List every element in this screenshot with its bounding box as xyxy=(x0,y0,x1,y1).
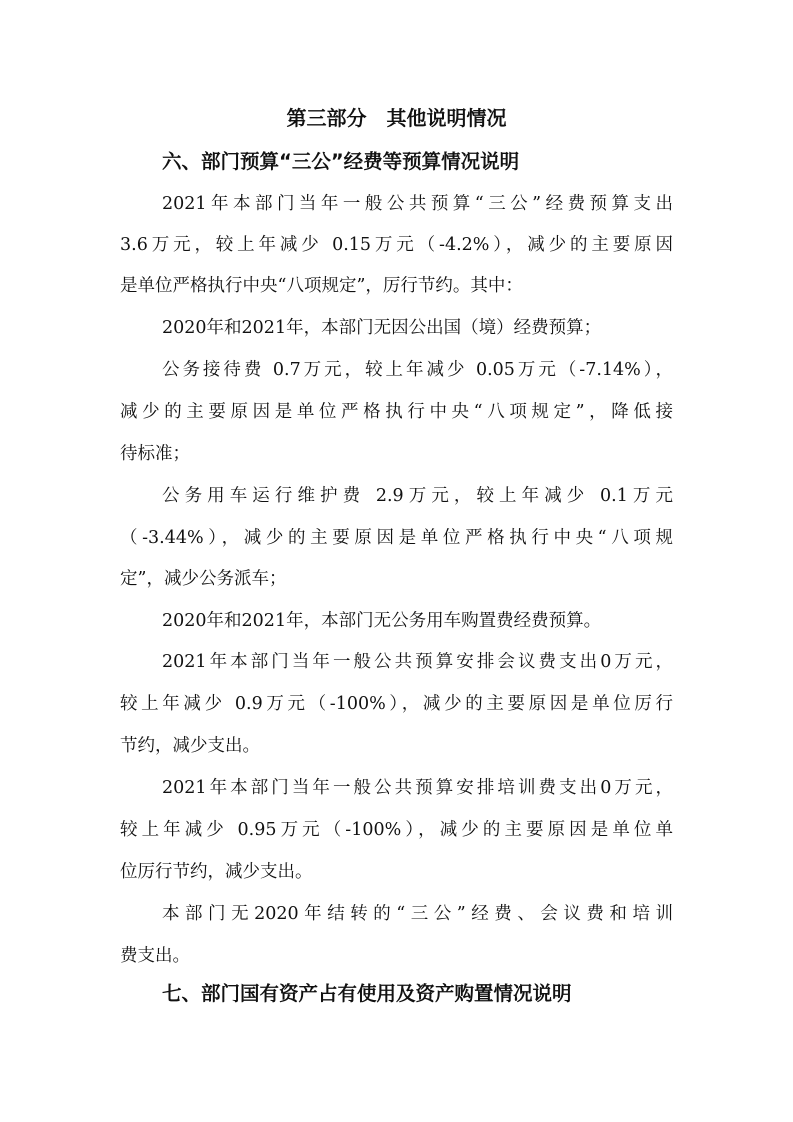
paragraph-line: （-3.44%），减少的主要原因是单位严格执行中央“八项规 xyxy=(120,528,673,548)
paragraph-line: 公务接待费 0.7万元，较上年减少 0.05万元（-7.14%）， xyxy=(162,360,673,380)
paragraph-line: 待标准； xyxy=(120,444,190,464)
paragraph-line: 2021年本部门当年一般公共预算“三公”经费预算支出 xyxy=(162,194,673,214)
paragraph-line: 节约，减少支出。 xyxy=(120,736,260,756)
paragraph-line: 减少的主要原因是单位严格执行中央“八项规定”，降低接 xyxy=(120,402,673,422)
paragraph-line: 较上年减少 0.9万元（-100%），减少的主要原因是单位厉行 xyxy=(120,694,673,714)
section-6-heading: 六、部门预算“三公”经费等预算情况说明 xyxy=(162,150,520,173)
paragraph-line: 2020年和2021年，本部门无因公出国（境）经费预算； xyxy=(162,318,602,338)
paragraph-line: 2021年本部门当年一般公共预算安排培训费支出0万元， xyxy=(162,778,673,798)
paragraph-line: 是单位严格执行中央“八项规定”，厉行节约。其中： xyxy=(120,276,523,296)
paragraph-line: 定”，减少公务派车； xyxy=(120,569,287,589)
section-7-heading: 七、部门国有资产占有使用及资产购置情况说明 xyxy=(162,982,572,1005)
part-title: 第三部分 其他说明情况 xyxy=(286,106,507,130)
paragraph-line: 位厉行节约，减少支出。 xyxy=(120,862,313,882)
paragraph-line: 费支出。 xyxy=(120,946,190,966)
paragraph-line: 本部门无2020年结转的“三公”经费、会议费和培训 xyxy=(162,904,673,924)
paragraph-line: 2021年本部门当年一般公共预算安排会议费支出0万元， xyxy=(162,652,673,672)
paragraph-line: 2020年和2021年，本部门无公务用车购置费经费预算。 xyxy=(162,611,602,631)
paragraph-line: 较上年减少 0.95万元（-100%），减少的主要原因是单位单 xyxy=(120,820,673,840)
paragraph-line: 3.6万元，较上年减少 0.15万元（-4.2%），减少的主要原因 xyxy=(120,235,673,255)
paragraph-line: 公务用车运行维护费 2.9万元，较上年减少 0.1万元 xyxy=(162,486,673,506)
